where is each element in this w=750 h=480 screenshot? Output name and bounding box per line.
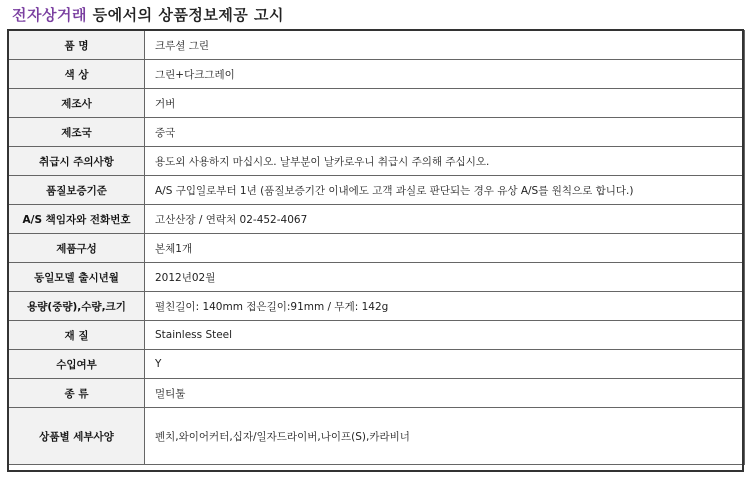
row-label: 색 상 (9, 60, 145, 89)
table-row (9, 263, 745, 292)
row-label: 종 류 (9, 379, 145, 408)
row-value: 멀티툴 (145, 379, 745, 408)
table-row (9, 60, 745, 89)
row-value: 크루셜 그린 (145, 31, 745, 60)
row-label: 재 질 (9, 321, 145, 350)
table-row (9, 31, 745, 60)
product-info-table (8, 30, 745, 465)
row-label: 수입여부 (9, 350, 145, 379)
row-value: 거버 (145, 89, 745, 118)
table-row (9, 350, 745, 379)
table-row (9, 147, 745, 176)
table-row (9, 205, 745, 234)
row-label: 취급시 주의사항 (9, 147, 145, 176)
row-label: A/S 책임자와 전화번호 (9, 205, 145, 234)
row-label: 동일모델 출시년월 (9, 263, 145, 292)
row-value: 그린+다크그레이 (145, 60, 745, 89)
table-row (9, 118, 745, 147)
row-value: A/S 구입일로부터 1년 (품질보증기간 이내에도 고객 과실로 판단되는 경우 유상 A/S를 원칙으로 합니다.) (145, 176, 745, 205)
table-row (9, 292, 745, 321)
row-label: 상품별 세부사양 (9, 408, 145, 465)
table-row (9, 321, 745, 350)
table-row (9, 408, 745, 465)
row-label: 품 명 (9, 31, 145, 60)
page-title-rest: 등에서의 상품정보제공 고시 (86, 6, 285, 24)
table-row (9, 379, 745, 408)
row-label: 제조국 (9, 118, 145, 147)
row-value: 용도외 사용하지 마십시오. 날부분이 날카로우니 취급시 주의해 주십시오. (145, 147, 745, 176)
table-row (9, 176, 745, 205)
row-value: 본체1개 (145, 234, 745, 263)
row-value: 펼친길이: 140mm 접은길이:91mm / 무게: 142g (145, 292, 745, 321)
row-label: 제조사 (9, 89, 145, 118)
row-label: 제품구성 (9, 234, 145, 263)
row-value: 2012년02월 (145, 263, 745, 292)
table-row (9, 89, 745, 118)
table-row (9, 234, 745, 263)
row-value: Y (145, 350, 745, 379)
row-value: 중국 (145, 118, 745, 147)
row-value: 고산산장 / 연락처 02-452-4067 (145, 205, 745, 234)
page-title-accent: 전자상거래 (12, 6, 87, 24)
row-label: 용량(중량),수량,크기 (9, 292, 145, 321)
page-title (12, 4, 284, 25)
row-label: 품질보증기준 (9, 176, 145, 205)
row-value: Stainless Steel (145, 321, 745, 350)
row-value: 펜치,와이어커터,십자/일자드라이버,나이프(S),카라비너 (145, 408, 745, 465)
